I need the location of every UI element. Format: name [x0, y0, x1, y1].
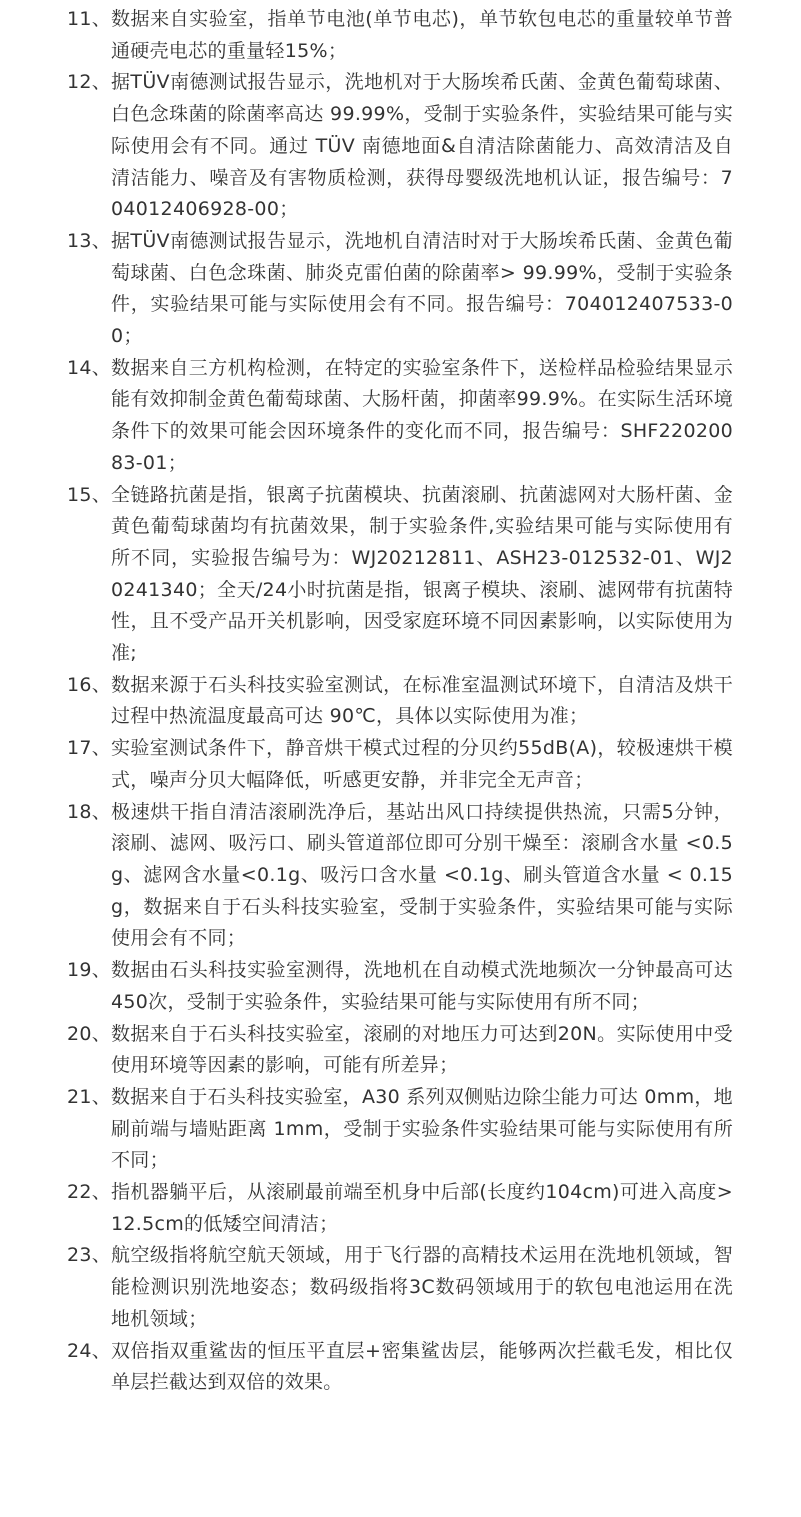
- note-item: [0, 733, 733, 796]
- note-item: [0, 480, 733, 670]
- note-number: 15、: [67, 483, 112, 506]
- note-number: 23、: [67, 1244, 112, 1267]
- note-item: [0, 1082, 733, 1177]
- note-number: 18、: [67, 800, 112, 823]
- note-text: 数据来自三方机构检测，在特定的实验室条件下，送检样品检验结果显示能有效抑制金黄色葡萄球菌、大肠杆菌，抑菌率99.9%。在实际生活环境条件下的效果可能会因环境条件的变化而不同，报告编号：SHF22020083-01；: [111, 356, 733, 474]
- note-text: 据TÜV南德测试报告显示，洗地机自清洁时对于大肠埃希氏菌、金黄色葡萄球菌、白色念珠菌、肺炎克雷伯菌的除菌率> 99.99%，受制于实验条件，实验结果可能与实际使用会有不同。报告编号：704012407533-00；: [111, 229, 733, 348]
- note-item: [0, 955, 733, 1018]
- note-text: 数据来自于石头科技实验室，A30 系列双侧贴边除尘能力可达 0mm，地刷前端与墙贴距离 1mm，受制于实验条件实验结果可能与实际使用有所不同；: [111, 1085, 733, 1172]
- note-item: [0, 1019, 733, 1082]
- note-text: 数据来自于石头科技实验室，滚刷的对地压力可达到20N。实际使用中受使用环境等因素的影响，可能有所差异；: [111, 1022, 733, 1077]
- note-number: 22、: [67, 1181, 112, 1204]
- note-item: [0, 353, 733, 480]
- note-item: [0, 67, 733, 226]
- note-number: 11、: [67, 8, 112, 30]
- note-text: 数据来源于石头科技实验室测试，在标准室温测试环境下，自清洁及烘干过程中热流温度最高可达 90℃，具体以实际使用为准；: [111, 673, 733, 728]
- note-text: 双倍指双重鲨齿的恒压平直层+密集鲨齿层，能够两次拦截毛发，相比仅单层拦截达到双倍的效果。: [111, 1339, 733, 1394]
- note-number: 21、: [67, 1085, 112, 1108]
- note-number: 14、: [67, 356, 112, 379]
- note-text: 全链路抗菌是指，银离子抗菌模块、抗菌滚刷、抗菌滤网对大肠杆菌、金黄色葡萄球菌均有抗菌效果，制于实验条件,实验结果可能与实际使用有所不同，实验报告编号为：WJ20212811、ASH23-012532-01、WJ20241340；全天/24小时抗菌是指，银离子模块、滚刷、滤网带有抗菌特性，且不受产品开关机影响，因受家庭环境不同因素影响，以实际使用为准;: [111, 483, 733, 665]
- note-number: 17、: [67, 737, 112, 760]
- note-item: [0, 797, 733, 956]
- disclaimer-notes-list: [0, 4, 801, 1399]
- note-item: [0, 4, 733, 67]
- note-text: 实验室测试条件下，静音烘干模式过程的分贝约55dB(A)，较极速烘干模式，噪声分贝大幅降低，听感更安静，并非完全无声音；: [111, 737, 733, 791]
- note-text: 据TÜV南德测试报告显示，洗地机对于大肠埃希氏菌、金黄色葡萄球菌、白色念珠菌的除菌率高达 99.99%，受制于实验条件，实验结果可能与实际使用会有不同。通过 TÜV 南德地面&自清洁除菌能力、高效清洁及自清洁能力、噪音及有害物质检测，获得母婴级洗地机认证，报告编号：704012406928-00；: [111, 71, 733, 221]
- note-number: 13、: [67, 229, 112, 252]
- note-item: [0, 226, 733, 353]
- note-item: [0, 1240, 733, 1335]
- note-text: 数据由石头科技实验室测得，洗地机在自动模式洗地频次一分钟最高可达450次，受制于实验条件，实验结果可能与实际使用有所不同；: [111, 959, 733, 1013]
- note-item: [0, 670, 733, 733]
- note-number: 20、: [67, 1022, 112, 1045]
- note-item: [0, 1177, 733, 1240]
- note-text: 指机器躺平后，从滚刷最前端至机身中后部(长度约104cm)可进入高度>12.5cm的低矮空间清洁；: [111, 1181, 733, 1235]
- note-number: 19、: [67, 959, 112, 982]
- note-text: 数据来自实验室，指单节电池(单节电芯)，单节软包电芯的重量较单节普通硬壳电芯的重量轻15%；: [111, 8, 733, 62]
- note-item: [0, 1336, 733, 1399]
- note-text: 航空级指将航空航天领域，用于飞行器的高精技术运用在洗地机领域，智能检测识别洗地姿态；数码级指将3C数码领域用于的软包电池运用在洗地机领域；: [111, 1244, 733, 1330]
- note-text: 极速烘干指自清洁滚刷洗净后，基站出风口持续提供热流，只需5分钟，滚刷、滤网、吸污口、刷头管道部位即可分别干燥至：滚刷含水量 <0.5g、滤网含水量<0.1g、吸污口含水量 <0.1g、刷头管道含水量 < 0.15g，数据来自于石头科技实验室，受制于实验条件，实验结果可能与实际使用会有不同；: [111, 800, 733, 950]
- note-number: 16、: [67, 673, 112, 696]
- note-number: 24、: [67, 1339, 112, 1362]
- note-number: 12、: [67, 71, 112, 94]
